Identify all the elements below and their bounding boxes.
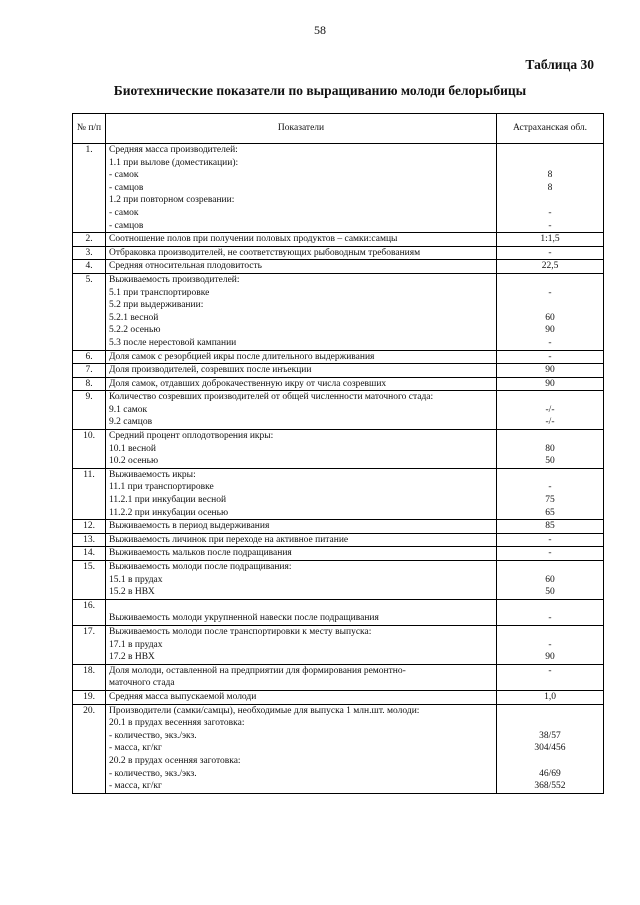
- page-number: 58: [314, 23, 326, 37]
- indicator-line: - самок: [109, 207, 139, 218]
- row-number: 11.: [73, 468, 106, 519]
- value-cell: [497, 599, 604, 625]
- indicator-line: Средняя относительная плодовитость: [109, 261, 263, 272]
- table-body: [73, 144, 604, 794]
- indicator-line: - самцов: [109, 182, 144, 193]
- row-number: 18.: [73, 664, 106, 690]
- indicator-line: - самок: [109, 170, 139, 181]
- table-header-row: [73, 114, 604, 144]
- indicator-value: -: [548, 207, 552, 218]
- table-row: [73, 547, 604, 561]
- indicator-value: [500, 626, 600, 639]
- indicator-line: [109, 600, 493, 613]
- indicator-line: - количество, экз./экз.: [109, 730, 197, 741]
- indicator-value: -: [548, 639, 552, 650]
- row-number: 6.: [73, 350, 106, 364]
- table-row: [73, 520, 604, 534]
- table-row: [73, 690, 604, 704]
- value-cell: [497, 533, 604, 547]
- indicator-cell: [106, 364, 497, 378]
- indicator-line: Средняя масса выпускаемой молоди: [109, 691, 257, 702]
- indicator-value: 50: [545, 456, 555, 467]
- row-number: 2.: [73, 233, 106, 247]
- value-cell: [497, 664, 604, 690]
- row-number: 12.: [73, 520, 106, 534]
- indicator-value: -: [548, 665, 552, 676]
- indicator-value: [500, 717, 600, 730]
- indicator-value: 80: [545, 443, 555, 454]
- indicator-value: 60: [545, 312, 555, 323]
- table-row: [73, 664, 604, 690]
- value-cell: [497, 273, 604, 350]
- value-cell: [497, 625, 604, 664]
- header-number: № п/п: [73, 114, 106, 144]
- indicator-cell: [106, 520, 497, 534]
- value-cell: [497, 233, 604, 247]
- indicator-line: - масса, кг/кг: [109, 781, 162, 792]
- table-row: [73, 561, 604, 600]
- indicator-value: [500, 144, 600, 157]
- indicator-line: - самцов: [109, 220, 144, 231]
- indicator-line: Производители (самки/самцы), необходимые для выпуска 1 млн.шт. молоди:: [109, 705, 420, 716]
- row-number: 13.: [73, 533, 106, 547]
- indicator-value: -/-: [545, 417, 555, 428]
- indicator-line: 10.1 весной: [109, 443, 157, 454]
- table-row: [73, 430, 604, 469]
- value-cell: [497, 561, 604, 600]
- table-row: [73, 468, 604, 519]
- value-cell: [497, 430, 604, 469]
- row-number: 5.: [73, 273, 106, 350]
- table-row: [73, 391, 604, 430]
- row-number: 17.: [73, 625, 106, 664]
- indicator-cell: [106, 377, 497, 391]
- indicator-line: Выживаемость икры:: [109, 469, 196, 480]
- value-cell: [497, 246, 604, 260]
- indicator-value: 85: [545, 521, 555, 532]
- indicator-value: [500, 469, 600, 482]
- row-number: 8.: [73, 377, 106, 391]
- indicator-value: 368/552: [534, 781, 566, 792]
- indicator-value: 304/456: [534, 743, 566, 754]
- indicator-value: 46/69: [539, 768, 561, 779]
- indicator-line: Средняя масса производителей:: [109, 145, 238, 155]
- indicator-value: [500, 194, 600, 207]
- table-row: [73, 273, 604, 350]
- indicator-value: [500, 705, 600, 718]
- table-row: [73, 533, 604, 547]
- indicator-value: 1:1,5: [540, 234, 560, 245]
- indicator-value: 75: [545, 495, 555, 506]
- indicator-value: -: [548, 337, 552, 348]
- indicator-line: 11.2.2 при инкубации осенью: [109, 507, 229, 518]
- value-cell: [497, 391, 604, 430]
- document-title: Биотехнические показатели по выращиванию молоди белорыбицы: [113, 83, 527, 98]
- table-label: Таблица 30: [525, 57, 594, 72]
- indicator-cell: [106, 430, 497, 469]
- table-row: [73, 260, 604, 274]
- indicator-cell: [106, 625, 497, 664]
- indicator-line: 1.1 при вылове (доместикации):: [109, 157, 239, 168]
- indicator-value: -: [548, 548, 552, 559]
- indicator-line: Отбраковка производителей, не соответствующих рыбоводным требованиям: [109, 247, 421, 258]
- indicator-value: 50: [545, 587, 555, 598]
- row-number: 19.: [73, 690, 106, 704]
- indicator-line: 17.1 в прудах: [109, 639, 163, 650]
- row-number: 9.: [73, 391, 106, 430]
- indicator-line: Средний процент оплодотворения икры:: [109, 431, 274, 442]
- indicator-value: -: [548, 220, 552, 231]
- indicator-value: [500, 430, 600, 443]
- indicator-cell: [106, 704, 497, 793]
- indicator-line: Количество созревших производителей от общей численности маточного стада:: [109, 392, 434, 403]
- row-number: 10.: [73, 430, 106, 469]
- indicator-value: 60: [545, 574, 555, 585]
- indicator-value: 8: [547, 170, 553, 181]
- indicator-line: Выживаемость молоди после подращивания:: [109, 562, 292, 572]
- table-row: [73, 246, 604, 260]
- table-row: [73, 625, 604, 664]
- indicator-value: [500, 600, 600, 613]
- indicator-cell: [106, 468, 497, 519]
- indicator-value: [500, 157, 600, 170]
- indicator-line: Выживаемость мальков после подращивания: [109, 548, 292, 559]
- indicator-line: 20.2 в прудах осенняя заготовка:: [109, 755, 241, 766]
- indicator-cell: [106, 260, 497, 274]
- indicator-value: 90: [545, 325, 555, 336]
- table-row: [73, 377, 604, 391]
- table-row: [73, 364, 604, 378]
- indicator-cell: [106, 350, 497, 364]
- table-row: [73, 350, 604, 364]
- indicator-cell: [106, 599, 497, 625]
- indicator-line: 5.2.1 весной: [109, 312, 159, 323]
- row-number: 15.: [73, 561, 106, 600]
- value-cell: [497, 144, 604, 233]
- header-indicator: Показатели: [106, 114, 497, 144]
- indicator-line: Доля молоди, оставленной на предприятии для формирования ремонтно-: [109, 665, 406, 676]
- value-cell: [497, 704, 604, 793]
- indicator-value: [500, 274, 600, 287]
- indicator-value: 22,5: [541, 261, 559, 272]
- indicator-line: 9.1 самок: [109, 404, 148, 415]
- indicator-value: 90: [545, 378, 555, 389]
- indicator-line: 15.2 в НВХ: [109, 587, 155, 598]
- indicator-line: Выживаемость в период выдерживания: [109, 521, 270, 532]
- indicator-cell: [106, 690, 497, 704]
- indicator-line: - масса, кг/кг: [109, 743, 162, 754]
- indicator-line: 11.1 при транспортировке: [109, 482, 214, 493]
- indicator-value: [500, 677, 600, 690]
- indicator-line: 9.2 самцов: [109, 417, 153, 428]
- indicator-value: 90: [545, 652, 555, 663]
- table-row: [73, 599, 604, 625]
- row-number: 3.: [73, 246, 106, 260]
- table-row: [73, 144, 604, 233]
- indicator-line: 5.1 при транспортировке: [109, 287, 210, 298]
- indicator-line: 5.3 после нерестовой кампании: [109, 337, 237, 348]
- indicator-value: -: [548, 482, 552, 493]
- row-number: 20.: [73, 704, 106, 793]
- indicator-cell: [106, 533, 497, 547]
- value-cell: [497, 260, 604, 274]
- value-cell: [497, 364, 604, 378]
- indicator-value: -: [548, 287, 552, 298]
- indicator-value: -: [548, 534, 552, 545]
- indicator-value: [500, 299, 600, 312]
- indicator-cell: [106, 561, 497, 600]
- value-cell: [497, 350, 604, 364]
- row-number: 14.: [73, 547, 106, 561]
- indicator-value: [500, 755, 600, 768]
- row-number: 16.: [73, 599, 106, 625]
- row-number: 4.: [73, 260, 106, 274]
- table-row: [73, 233, 604, 247]
- indicator-line: Выживаемость молоди укрупненной навески после подращивания: [109, 613, 379, 624]
- indicator-cell: [106, 233, 497, 247]
- indicator-cell: [106, 391, 497, 430]
- indicator-value: -/-: [545, 404, 555, 415]
- indicator-value: [500, 561, 600, 574]
- indicator-cell: [106, 273, 497, 350]
- value-cell: [497, 377, 604, 391]
- indicator-cell: [106, 664, 497, 690]
- indicator-line: 20.1 в прудах весенняя заготовка:: [109, 718, 245, 729]
- indicator-value: -: [548, 247, 552, 258]
- indicator-line: Выживаемость молоди после транспортировки к месту выпуска:: [109, 626, 372, 637]
- indicator-line: - количество, экз./экз.: [109, 768, 197, 779]
- value-cell: [497, 468, 604, 519]
- indicator-value: 8: [547, 182, 553, 193]
- indicator-line: Доля самок с резорбцией икры после длительного выдерживания: [109, 351, 375, 362]
- value-cell: [497, 547, 604, 561]
- value-cell: [497, 690, 604, 704]
- table-row: [73, 704, 604, 793]
- indicator-line: 15.1 в прудах: [109, 574, 163, 585]
- row-number: 7.: [73, 364, 106, 378]
- indicator-line: Соотношение полов при получении половых продуктов – самки:самцы: [109, 234, 398, 245]
- indicator-value: 38/57: [539, 730, 561, 741]
- indicator-value: -: [548, 351, 552, 362]
- indicator-line: Выживаемость личинок при переходе на активное питание: [109, 534, 349, 545]
- indicator-line: 1.2 при повторном созревании:: [109, 195, 235, 206]
- indicator-cell: [106, 246, 497, 260]
- indicator-value: 1,0: [544, 691, 556, 702]
- indicator-value: [500, 391, 600, 404]
- indicator-line: 5.2 при выдерживании:: [109, 300, 204, 311]
- value-cell: [497, 520, 604, 534]
- indicator-cell: [106, 144, 497, 233]
- indicator-line: 5.2.2 осенью: [109, 325, 161, 336]
- indicator-value: 65: [545, 507, 555, 518]
- indicator-line: 17.2 в НВХ: [109, 652, 155, 663]
- indicator-line: Доля самок, отдавших доброкачественную икру от числа созревших: [109, 378, 387, 389]
- row-number: 1.: [73, 144, 106, 233]
- indicator-line: 11.2.1 при инкубации весной: [109, 495, 227, 506]
- indicator-line: 10.2 осенью: [109, 456, 159, 467]
- indicator-line: маточного стада: [109, 678, 175, 689]
- indicator-value: 90: [545, 365, 555, 376]
- indicator-line: Выживаемость производителей:: [109, 274, 240, 285]
- indicator-value: -: [548, 613, 552, 624]
- header-region: Астраханская обл.: [497, 114, 604, 144]
- indicator-line: Доля производителей, созревших после инъекции: [109, 365, 312, 376]
- indicator-cell: [106, 547, 497, 561]
- biotech-indicators-table: [72, 113, 604, 794]
